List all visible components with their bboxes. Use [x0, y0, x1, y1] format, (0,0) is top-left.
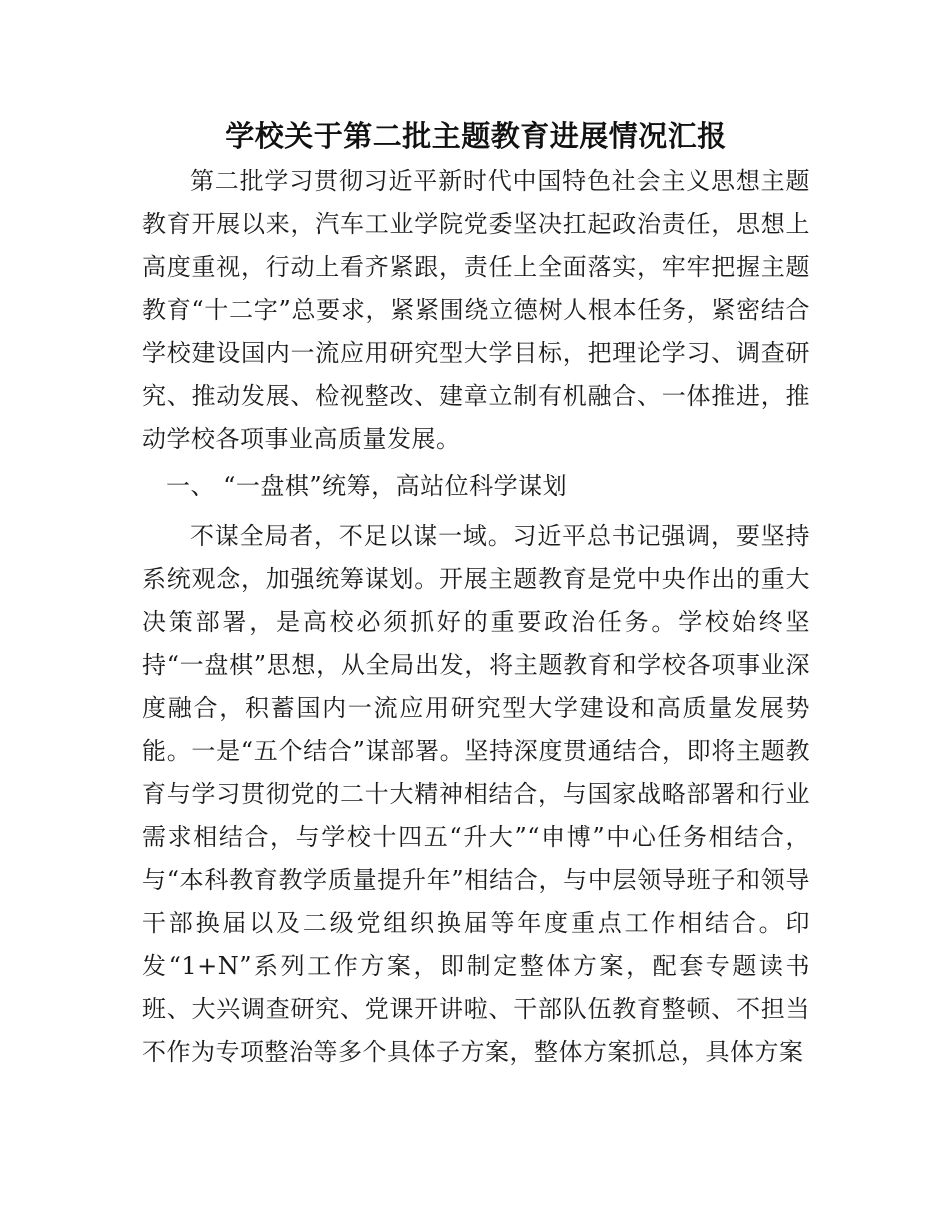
document-page — [142, 112, 810, 1074]
section-heading: 一、 “一盘棋”统筹，高站位科学谋划 — [166, 472, 568, 500]
section-body-paragraph: 不谋全局者，不足以谋一域。习近平总书记强调，要坚持系统观念，加强统筹谋划。开展主题教育是党中央作出的重大决策部署，是高校必须抓好的重要政治任务。学校始终坚持“一盘棋”思想，从全局出发，将主题教育和学校各项事业深度融合，积蓄国内一流应用研究型大学建设和高质量发展势能。一是“五个结合”谋部署。坚持深度贯通结合，即将主题教育与学习贯彻党的二十大精神相结合，与国家战略部署和行业需求相结合，与学校十四五“升大”“申博”中心任务相结合，与“本科教育教学质量提升年”相结合，与中层领导班子和领导干部换届以及二级党组织换届等年度重点工作相结合。印发“1+N”系列工作方案，即制定整体方案，配套专题读书班、大兴调查研究、党课开讲啦、干部队伍教育整顿、不担当不作为专项整治等多个具体子方案，整体方案抓总，具体方案 — [142, 522, 810, 1066]
document-title: 学校关于第二批主题教育进展情况汇报 — [225, 119, 727, 153]
intro-paragraph: 第二批学习贯彻习近平新时代中国特色社会主义思想主题教育开展以来，汽车工业学院党委坚决扛起政治责任，思想上高度重视，行动上看齐紧跟，责任上全面落实，牢牢把握主题教育“十二字”总要求，紧紧围绕立德树人根本任务，紧密结合学校建设国内一流应用研究型大学目标，把理论学习、调查研究、推动发展、检视整改、建章立制有机融合、一体推进，推动学校各项事业高质量发展。 — [142, 167, 810, 453]
